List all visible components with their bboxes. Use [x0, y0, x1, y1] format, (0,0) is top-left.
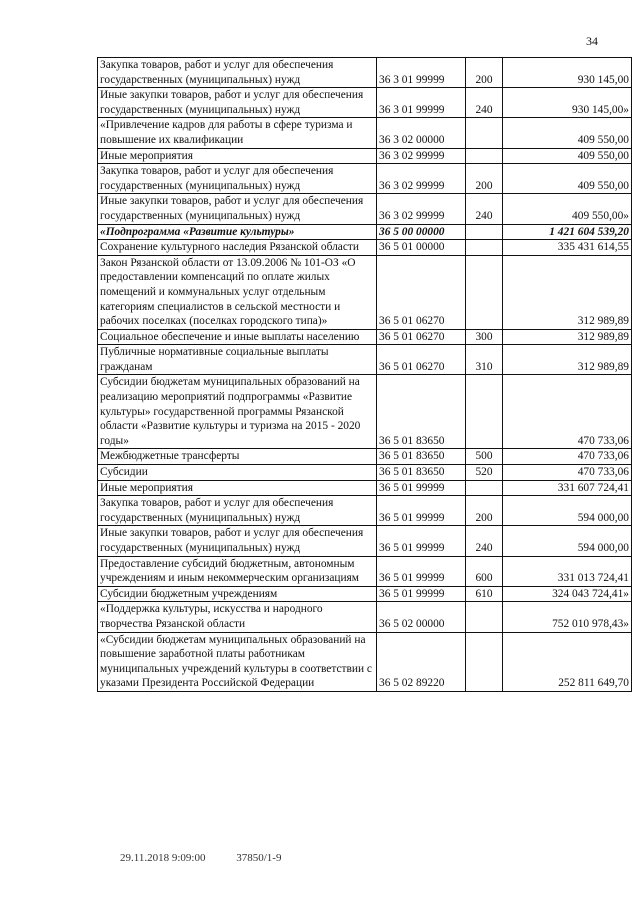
table-row	[98, 58, 632, 88]
row-name-cell: Закупка товаров, работ и услуг для обеспечения государственных (муниципальных) нужд	[98, 164, 377, 194]
row-amount-cell: 331 607 724,41	[503, 480, 632, 496]
row-amount-cell: 1 421 604 539,20	[503, 224, 632, 240]
row-amount-cell: 312 989,89	[503, 345, 632, 375]
table-row	[98, 602, 632, 632]
table-row	[98, 526, 632, 556]
row-code-cell: 36 3 01 99999	[377, 58, 466, 88]
table-row	[98, 375, 632, 449]
row-code-cell: 36 5 00 00000	[377, 224, 466, 240]
row-code-cell: 36 3 02 99999	[377, 164, 466, 194]
row-expense-type-cell	[466, 240, 503, 256]
row-name-cell: Субсидии бюджетам муниципальных образований на реализацию мероприятий подпрограммы «Развитие культуры» государственной программы Рязанской области «Развитие культуры и туризма на 2015 - 2020 годы»	[98, 375, 377, 449]
row-code-cell: 36 5 02 89220	[377, 632, 466, 691]
row-code-cell: 36 3 02 99999	[377, 148, 466, 164]
row-expense-type-cell	[466, 118, 503, 148]
row-code-cell: 36 5 01 99999	[377, 480, 466, 496]
table-row	[98, 345, 632, 375]
row-name-cell: «Подпрограмма «Развитие культуры»	[98, 224, 377, 240]
table-row	[98, 118, 632, 148]
table-row	[98, 586, 632, 602]
row-name-cell: Иные закупки товаров, работ и услуг для обеспечения государственных (муниципальных) нужд	[98, 526, 377, 556]
row-name-cell: «Субсидии бюджетам муниципальных образований на повышение заработной платы работникам муниципальных учреждений культуры в соответствии с указами Президента Российской Федерации	[98, 632, 377, 691]
row-amount-cell: 930 145,00»	[503, 88, 632, 118]
row-name-cell: Иные закупки товаров, работ и услуг для обеспечения государственных (муниципальных) нужд	[98, 194, 377, 224]
row-name-cell: Межбюджетные трансферты	[98, 449, 377, 465]
row-expense-type-cell	[466, 148, 503, 164]
row-amount-cell: 331 013 724,41	[503, 556, 632, 586]
row-code-cell: 36 5 01 83650	[377, 449, 466, 465]
row-amount-cell: 312 989,89	[503, 255, 632, 329]
row-amount-cell: 409 550,00	[503, 118, 632, 148]
row-code-cell: 36 3 01 99999	[377, 88, 466, 118]
row-name-cell: Закупка товаров, работ и услуг для обеспечения государственных (муниципальных) нужд	[98, 58, 377, 88]
row-code-cell: 36 5 02 00000	[377, 602, 466, 632]
row-expense-type-cell: 240	[466, 526, 503, 556]
table-row	[98, 148, 632, 164]
row-amount-cell: 594 000,00	[503, 526, 632, 556]
row-code-cell: 36 5 01 99999	[377, 526, 466, 556]
row-expense-type-cell: 520	[466, 465, 503, 481]
table-row	[98, 480, 632, 496]
table-row	[98, 164, 632, 194]
table-row	[98, 329, 632, 345]
row-expense-type-cell: 610	[466, 586, 503, 602]
table-row	[98, 632, 632, 691]
row-expense-type-cell: 240	[466, 194, 503, 224]
row-amount-cell: 594 000,00	[503, 496, 632, 526]
row-expense-type-cell	[466, 632, 503, 691]
row-code-cell: 36 5 01 99999	[377, 586, 466, 602]
row-code-cell: 36 5 01 06270	[377, 255, 466, 329]
row-amount-cell: 409 550,00	[503, 164, 632, 194]
page-footer	[120, 852, 281, 864]
row-name-cell: «Поддержка культуры, искусства и народного творчества Рязанской области	[98, 602, 377, 632]
row-amount-cell: 470 733,06	[503, 465, 632, 481]
row-amount-cell: 335 431 614,55	[503, 240, 632, 256]
row-expense-type-cell: 200	[466, 496, 503, 526]
row-amount-cell: 409 550,00	[503, 148, 632, 164]
row-code-cell: 36 3 02 99999	[377, 194, 466, 224]
row-expense-type-cell	[466, 255, 503, 329]
row-code-cell: 36 5 01 83650	[377, 375, 466, 449]
row-code-cell: 36 5 01 00000	[377, 240, 466, 256]
row-amount-cell: 324 043 724,41»	[503, 586, 632, 602]
row-name-cell: Публичные нормативные социальные выплаты гражданам	[98, 345, 377, 375]
row-code-cell: 36 5 01 06270	[377, 329, 466, 345]
row-code-cell: 36 5 01 99999	[377, 496, 466, 526]
row-expense-type-cell: 300	[466, 329, 503, 345]
footer-document-id: 37850/1-9	[236, 852, 282, 864]
table-row	[98, 224, 632, 240]
row-expense-type-cell	[466, 480, 503, 496]
row-name-cell: Закупка товаров, работ и услуг для обеспечения государственных (муниципальных) нужд	[98, 496, 377, 526]
row-expense-type-cell: 500	[466, 449, 503, 465]
row-amount-cell: 752 010 978,43»	[503, 602, 632, 632]
row-expense-type-cell: 600	[466, 556, 503, 586]
row-name-cell: Субсидии бюджетным учреждениям	[98, 586, 377, 602]
row-code-cell: 36 5 01 99999	[377, 556, 466, 586]
table-row	[98, 465, 632, 481]
table-row	[98, 88, 632, 118]
row-amount-cell: 409 550,00»	[503, 194, 632, 224]
row-code-cell: 36 3 02 00000	[377, 118, 466, 148]
table-row	[98, 496, 632, 526]
row-code-cell: 36 5 01 83650	[377, 465, 466, 481]
row-amount-cell: 470 733,06	[503, 375, 632, 449]
page-number: 34	[586, 34, 598, 48]
budget-table	[97, 57, 632, 692]
row-expense-type-cell: 200	[466, 58, 503, 88]
budget-table-body	[98, 58, 632, 692]
footer-timestamp: 29.11.2018 9:09:00	[120, 852, 206, 864]
table-row	[98, 556, 632, 586]
row-expense-type-cell: 200	[466, 164, 503, 194]
row-code-cell: 36 5 01 06270	[377, 345, 466, 375]
row-amount-cell: 312 989,89	[503, 329, 632, 345]
row-expense-type-cell	[466, 224, 503, 240]
row-name-cell: Иные мероприятия	[98, 148, 377, 164]
row-name-cell: Субсидии	[98, 465, 377, 481]
table-row	[98, 194, 632, 224]
row-name-cell: «Привлечение кадров для работы в сфере туризма и повышение их квалификации	[98, 118, 377, 148]
row-name-cell: Закон Рязанской области от 13.09.2006 № 101-ОЗ «О предоставлении компенсаций по оплате жилых помещений и коммунальных услуг отдельным категориям специалистов в сельской местности и рабочих поселках (поселках городского типа)»	[98, 255, 377, 329]
row-expense-type-cell	[466, 602, 503, 632]
table-row	[98, 449, 632, 465]
row-expense-type-cell: 310	[466, 345, 503, 375]
row-expense-type-cell: 240	[466, 88, 503, 118]
row-expense-type-cell	[466, 375, 503, 449]
table-row	[98, 240, 632, 256]
row-name-cell: Предоставление субсидий бюджетным, автономным учреждениям и иным некоммерческим организациям	[98, 556, 377, 586]
row-name-cell: Иные закупки товаров, работ и услуг для обеспечения государственных (муниципальных) нужд	[98, 88, 377, 118]
row-amount-cell: 252 811 649,70	[503, 632, 632, 691]
row-name-cell: Социальное обеспечение и иные выплаты населению	[98, 329, 377, 345]
row-name-cell: Сохранение культурного наследия Рязанской области	[98, 240, 377, 256]
row-name-cell: Иные мероприятия	[98, 480, 377, 496]
row-amount-cell: 470 733,06	[503, 449, 632, 465]
row-amount-cell: 930 145,00	[503, 58, 632, 88]
table-row	[98, 255, 632, 329]
